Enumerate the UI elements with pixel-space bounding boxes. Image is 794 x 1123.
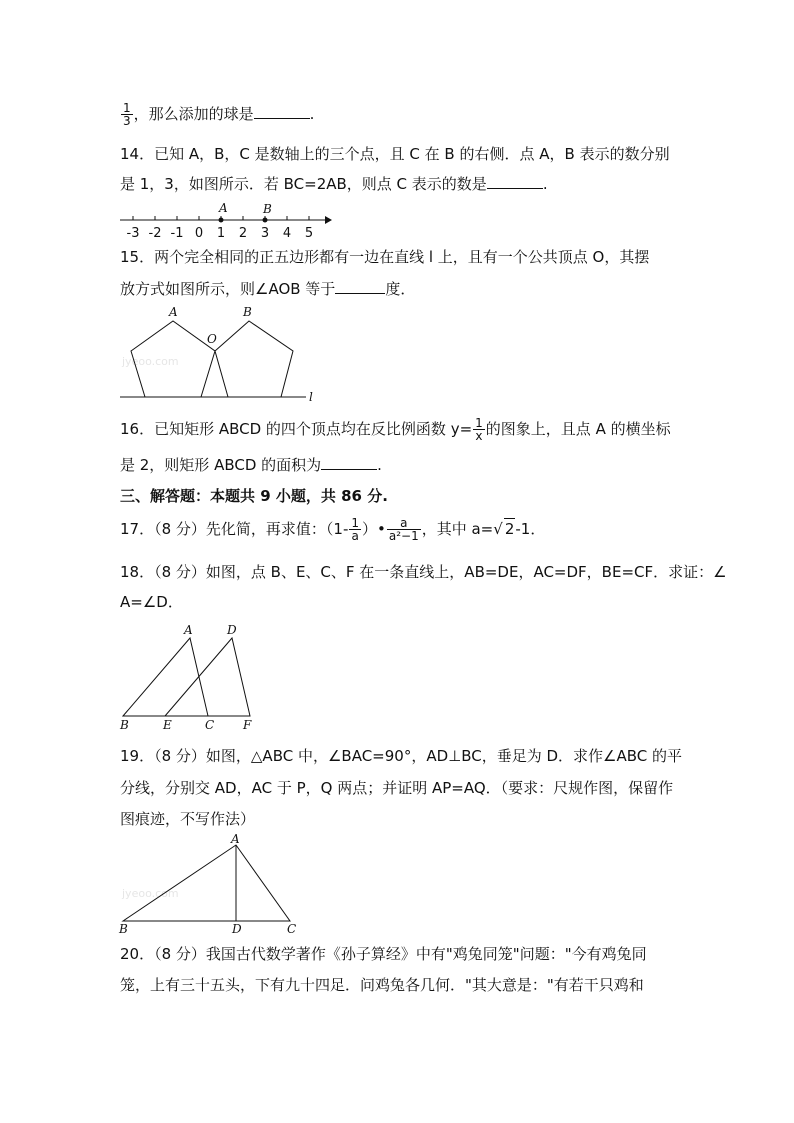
label-a: A xyxy=(231,832,240,846)
q14-answer-blank[interactable] xyxy=(487,174,543,189)
q15-line-1: 15．两个完全相同的正五边形都有一边在直线 l 上，且有一个公共顶点 O，其摆 xyxy=(120,248,650,266)
label-b: B xyxy=(243,305,252,319)
label-b: B xyxy=(119,922,128,936)
sqrt-radicand: 2 xyxy=(504,520,515,538)
label-a: A xyxy=(169,305,178,319)
axis-tick-label: 0 xyxy=(194,226,204,241)
label-c: C xyxy=(287,922,297,936)
triangle-abc xyxy=(123,845,290,921)
q15-answer-blank[interactable] xyxy=(335,279,385,294)
label-f: F xyxy=(243,718,252,732)
q13-fraction: $\frac{1}{3}$ xyxy=(123,101,131,128)
point-b-dot xyxy=(263,218,268,223)
q13-answer-blank[interactable] xyxy=(254,104,310,119)
q19-right-triangle-figure xyxy=(118,832,318,936)
q17-fraction-2: $\frac{a}{\text{a²−1}}$ xyxy=(388,516,419,543)
q16-line-2: 是 2，则矩形 ABCD 的面积为 . xyxy=(120,456,382,474)
q20-line-2: 笼，上有三十五头，下有九十四足．问鸡兔各几何．"其大意是："有若干只鸡和 xyxy=(120,976,644,994)
q17-line: 17．（8 分）先化简，再求值：（1- $\frac{1}{a}$ ）• $\frac{a}{\text{a²−1}}$ ，其中 a=√ 2-1． xyxy=(120,516,546,543)
q17-fraction-1: $\frac{1}{a}$ xyxy=(351,516,359,543)
q13-tail-line: $\frac{1}{3}$ ，那么添加的球是 . xyxy=(123,101,315,128)
axis-tick-label: 2 xyxy=(238,226,248,241)
axis-tick-label: -3 xyxy=(126,226,140,241)
label-b: B xyxy=(120,718,129,732)
point-a-dot xyxy=(219,218,224,223)
axis-tick-label: 4 xyxy=(282,226,292,241)
q19-line-1: 19．（8 分）如图，△ABC 中，∠BAC=90°，AD⊥BC，垂足为 D．求作∠ABC 的平 xyxy=(120,747,683,765)
q18-line-1: 18．（8 分）如图，点 B、E、C、F 在一条直线上，AB=DE，AC=DF，BE=CF．求证：∠ xyxy=(120,563,727,581)
q19-watermark: jyeoo.com xyxy=(122,887,179,900)
q14-number-line xyxy=(118,201,338,241)
q16-line-1: 16．已知矩形 ABCD 的四个顶点均在反比例函数 y= $\frac{1}{x}$ 的图象上，且点 A 的横坐标 xyxy=(120,416,671,443)
label-l: l xyxy=(309,390,313,404)
q18-line-2: A=∠D． xyxy=(120,593,183,611)
section-3-title: 三、解答题：本题共 9 小题，共 86 分. xyxy=(120,487,388,505)
label-e: E xyxy=(163,718,172,732)
q15-pentagons-figure xyxy=(118,303,338,403)
q19-line-2: 分线，分别交 AD，AC 于 P，Q 两点；并证明 AP=AQ．（要求：尺规作图，保留作 xyxy=(120,779,674,797)
axis-tick-label: -2 xyxy=(148,226,162,241)
label-d: D xyxy=(232,922,242,936)
label-a: A xyxy=(184,623,193,637)
q13-text: ，那么添加的球是 xyxy=(133,105,254,123)
axis-tick-label: 1 xyxy=(216,226,226,241)
q14-line-1: 14．已知 A，B，C 是数轴上的三个点，且 C 在 B 的右侧．点 A，B 表示的数分别 xyxy=(120,145,670,163)
q18-triangles-figure xyxy=(118,622,268,732)
triangle-def xyxy=(165,638,250,716)
q16-answer-blank[interactable] xyxy=(321,455,377,470)
q20-line-1: 20．（8 分）我国古代数学著作《孙子算经》中有"鸡兔同笼"问题："今有鸡兔同 xyxy=(120,945,647,963)
label-o: O xyxy=(207,332,217,346)
point-b-label: B xyxy=(263,202,272,216)
q19-line-3: 图痕迹，不写作法） xyxy=(120,810,256,828)
axis-tick-label: -1 xyxy=(170,226,184,241)
label-c: C xyxy=(205,718,215,732)
point-a-label: A xyxy=(219,201,228,215)
triangle-abc xyxy=(123,638,208,716)
sqrt-sign: √ xyxy=(493,520,503,538)
axis-tick-label: 5 xyxy=(304,226,314,241)
q14-line-2: 是 1，3，如图所示．若 BC=2AB，则点 C 表示的数是 . xyxy=(120,175,548,193)
q15-watermark: jyeoo.com xyxy=(122,355,179,368)
label-d: D xyxy=(227,623,237,637)
q15-line-2: 放方式如图所示，则∠AOB 等于 度． xyxy=(120,280,416,298)
q16-fraction: $\frac{1}{x}$ xyxy=(475,416,483,443)
right-pentagon xyxy=(215,321,293,397)
axis-tick-label: 3 xyxy=(260,226,270,241)
